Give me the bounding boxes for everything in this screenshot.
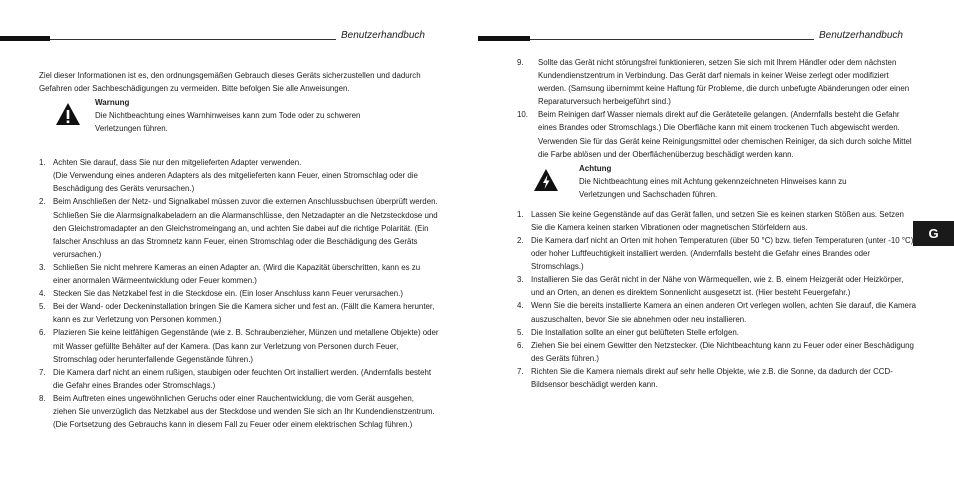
- caution-list: [517, 208, 917, 391]
- list-item: 2. Die Kamera darf nicht an Orten mit hohen Temperaturen (über 50 °C) bzw. tiefen Temperaturen (unter -10 °C) oder hoher Luftfeuchtigkeit installiert werden. (Andernfalls besteht die Gefahr eines Brandes oder Stromschlags.): [517, 235, 914, 272]
- warning-title: Warnung: [95, 98, 130, 108]
- right-page: [477, 0, 954, 477]
- list-item: 3. Schließen Sie nicht mehrere Kameras an einen Adapter an. (Wird die Kapazität überschritten, kann es zu einer anormalen Wärmeentwicklung oder Feuer kommen.): [39, 262, 421, 286]
- list-item: 2. Beim Anschließen der Netz- und Signalkabel müssen zuvor die externen Anschlussbuchsen überprüft werden. Schließen Sie die Alarmsignalkabeladern an die Alarmanschlüsse, den Netzadapter an die Netzsteckdose und den Gleichstromadapter an den Gleichstromeingang an, und achten Sie dabei auf die richtige Polarität. (Ein falscher Anschluss an das Stromnetz kann Feuer, einen Stromschlag oder die Beschädigung des Geräts verursachen.): [39, 197, 438, 259]
- list-item: 6. Plazieren Sie keine leitfähigen Gegenstände (wie z. B. Schraubenzieher, Münzen und metallene Objekte) oder mit Wasser gefüllte Behälter auf der Kamera. (Das kann zur Verletzung von Personen durch Feuer, Stromschlag oder herunterfallende Gegenstände führen.): [39, 328, 439, 364]
- list-item: 1. Achten Sie darauf, dass Sie nur den mitgelieferten Adapter verwenden. (Die Verwendung eines anderen Adapters als des mitgelieferten kann Feuer, einen Stromschlag oder die Beschädigung des Geräts verursachen.): [39, 158, 418, 194]
- warning-list-continued: [517, 56, 917, 161]
- warning-block: [39, 96, 439, 146]
- caution-block: [517, 162, 917, 212]
- header-bar-left: [0, 36, 50, 41]
- list-item: 8. Beim Auftreten eines ungewöhnlichen Geruchs oder einer Rauchentwicklung, die vom Gerät ausgehen, ziehen Sie unverzüglich das Netzkabel aus der Steckdose und wenden Sie sich an Ihr Kundendienstzentrum. (Die Fortsetzung des Gebrauchs kann in diesem Fall zu Feuer oder einem elektrischen Schlag führen.): [39, 393, 435, 430]
- list-item: 10. Beim Reinigen darf Wasser niemals direkt auf die Geräteteile gelangen. (Andernfalls besteht die Gefahr eines Brandes oder Stromschlags.) Die Oberfläche kann mit einem trockenen Tuch abgewischt werden. Verwenden Sie für das Gerät keine Reinigungsmittel oder chemischen Reiniger, da sich durch solche Mittel die Farbe ablösen und der Oberflächenüberzug beschädigt werden kann.: [517, 110, 912, 159]
- section-tab-g[interactable]: G: [913, 221, 954, 246]
- list-item: 7. Richten Sie die Kamera niemals direkt auf sehr helle Objekte, wie z.B. die Sonne, da dadurch der CCD-Bildsensor beschädigt werden kann.: [517, 366, 893, 389]
- intro-paragraph: Ziel dieser Informationen ist es, den ordnungsgemäßen Gebrauch dieses Geräts sicherzustellen und dadurch Gefahren oder Sachbeschädigungen zu vermeiden. Bitte befolgen Sie alle Anweisungen.: [39, 71, 421, 94]
- list-item: 6. Ziehen Sie bei einem Gewitter den Netzstecker. (Die Nichtbeachtung kann zu Feuer oder einer Beschädigung des Geräts führen.): [517, 340, 914, 363]
- caution-text: Die Nichtbeachtung eines mit Achtung gekennzeichneten Hinweises kann zu Verletzungen und Sachschaden führen.: [579, 176, 847, 199]
- right-content: [517, 56, 917, 391]
- list-item: 5. Bei der Wand- oder Deckeninstallation bringen Sie die Kamera sicher und fest an. (Fällt die Kamera herunter, kann es zur Verletzung von Personen kommen.): [39, 302, 435, 325]
- list-item: 7. Die Kamera darf nicht an einem rußigen, staubigen oder feuchten Ort installiert werden. (Andernfalls besteht die Gefahr eines Brandes oder Stromschlags.): [39, 367, 432, 390]
- header-title-right: Benutzerhandbuch: [819, 30, 903, 41]
- list-item: 5. Die Installation sollte an einer gut belüfteten Stelle erfolgen.: [517, 327, 739, 337]
- caution-title: Achtung: [579, 163, 612, 173]
- warning-icon: [55, 102, 81, 126]
- header-rule-left: [50, 39, 336, 40]
- warning-text: Die Nichtbeachtung eines Warnhinweises kann zum Tode oder zu schweren Verletzungen führen.: [95, 111, 361, 134]
- list-item: 1. Lassen Sie keine Gegenstände auf das Gerät fallen, und setzen Sie es keinen starken Stößen aus. Setzen Sie die Kamera keinen starken Vibrationen oder magnetischen Störfeldern aus.: [517, 209, 904, 232]
- list-item: 3. Installieren Sie das Gerät nicht in der Nähe von Wärmequellen, wie z. B. einem Heizgerät oder Heizkörper, und an Orten, an denen es direktem Sonnenlicht ausgesetzt ist. (Hier besteht Feuergefahr.): [517, 275, 904, 298]
- list-item: 4. Stecken Sie das Netzkabel fest in die Steckdose ein. (Ein loser Anschluss kann Feuer verursachen.): [39, 289, 404, 299]
- list-item: 9. Sollte das Gerät nicht störungsfrei funktionieren, setzen Sie sich mit Ihrem Händler oder dem nächsten Kundendienstzentrum in Verbindung. Das Gerät darf niemals in keiner Weise zerlegt oder modifiziert werden. (Samsung übernimmt keine Haftung für Probleme, die durch unbefugte Abänderungen oder einen Reparaturversuch herbeigeführt sind.): [517, 58, 910, 107]
- header-rule-right: [530, 39, 814, 40]
- list-item: 4. Wenn Sie die bereits installierte Kamera an einen anderen Ort verlegen wollen, achten Sie darauf, die Kamera auszuschalten, bevor Sie sie abnehmen oder neu installieren.: [517, 301, 916, 324]
- header-bar-right: [478, 36, 530, 41]
- warning-list: [39, 156, 439, 431]
- left-content: [39, 69, 439, 431]
- caution-icon: [533, 168, 559, 192]
- header-title-left: Benutzerhandbuch: [341, 30, 425, 41]
